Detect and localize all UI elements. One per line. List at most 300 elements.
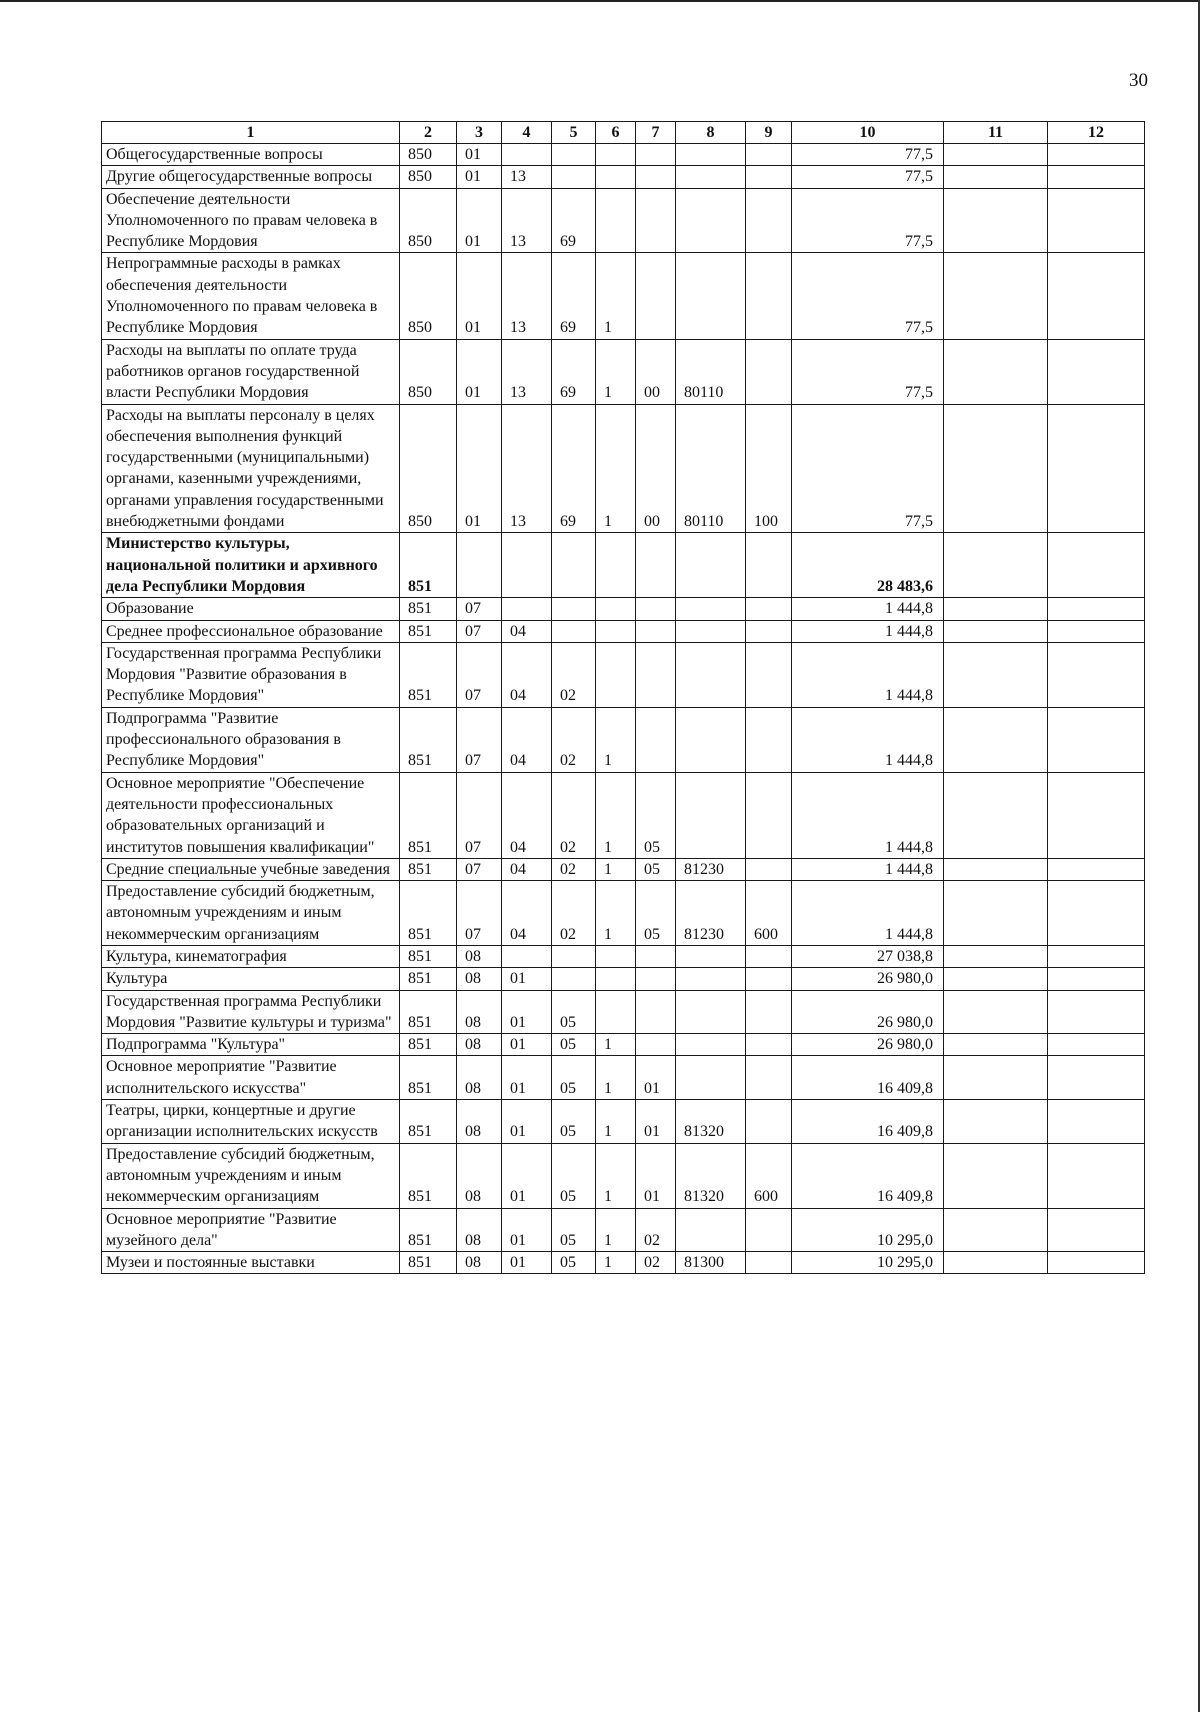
code-cell-9 (746, 1252, 792, 1274)
empty-cell-12 (1048, 772, 1145, 858)
table-row (102, 339, 1145, 404)
code-cell-5 (552, 945, 596, 967)
code-cell-8: 80110 (676, 404, 746, 533)
empty-cell-12 (1048, 144, 1145, 166)
amount-cell: 10 295,0 (792, 1208, 944, 1252)
code-cell-4: 01 (502, 968, 552, 990)
empty-cell-11 (944, 253, 1048, 339)
code-cell-7 (636, 707, 676, 772)
name-cell: Расходы на выплаты по оплате труда работников органов государственной власти Республики Мордовия (102, 339, 400, 404)
code-cell-3: 08 (457, 1100, 502, 1144)
header-cell: 11 (944, 122, 1048, 144)
code-cell-3: 07 (457, 772, 502, 858)
code-cell-6: 1 (596, 1252, 636, 1274)
name-cell: Расходы на выплаты персоналу в целях обеспечения выполнения функций государственными (муниципальными) органами, казенными учреждениями, органами управления государственными внебюджетными фондами (102, 404, 400, 533)
code-cell-2: 851 (400, 968, 457, 990)
code-cell-3: 01 (457, 144, 502, 166)
header-cell: 4 (502, 122, 552, 144)
code-cell-5: 69 (552, 188, 596, 253)
table-row (102, 1208, 1145, 1252)
empty-cell-11 (944, 1034, 1048, 1056)
code-cell-9 (746, 533, 792, 598)
top-border-line (0, 0, 1200, 2)
code-cell-7: 02 (636, 1208, 676, 1252)
name-cell: Музеи и постоянные выставки (102, 1252, 400, 1274)
header-row (102, 122, 1145, 144)
empty-cell-11 (944, 968, 1048, 990)
code-cell-9: 600 (746, 1143, 792, 1208)
empty-cell-12 (1048, 533, 1145, 598)
code-cell-8 (676, 1034, 746, 1056)
code-cell-9 (746, 968, 792, 990)
code-cell-4 (502, 598, 552, 620)
empty-cell-11 (944, 945, 1048, 967)
header-cell: 1 (102, 122, 400, 144)
empty-cell-11 (944, 598, 1048, 620)
empty-cell-12 (1048, 1252, 1145, 1274)
code-cell-2: 850 (400, 253, 457, 339)
code-cell-3: 08 (457, 1252, 502, 1274)
code-cell-2: 851 (400, 1034, 457, 1056)
code-cell-9 (746, 1208, 792, 1252)
code-cell-7 (636, 166, 676, 188)
code-cell-5: 69 (552, 404, 596, 533)
empty-cell-11 (944, 144, 1048, 166)
amount-cell: 1 444,8 (792, 707, 944, 772)
name-cell: Общегосударственные вопросы (102, 144, 400, 166)
code-cell-2: 851 (400, 858, 457, 880)
empty-cell-12 (1048, 598, 1145, 620)
code-cell-6 (596, 188, 636, 253)
empty-cell-11 (944, 1208, 1048, 1252)
code-cell-5 (552, 620, 596, 642)
code-cell-9 (746, 990, 792, 1034)
code-cell-8 (676, 772, 746, 858)
table-row (102, 772, 1145, 858)
empty-cell-11 (944, 533, 1048, 598)
code-cell-3: 07 (457, 620, 502, 642)
amount-cell: 16 409,8 (792, 1100, 944, 1144)
code-cell-8 (676, 166, 746, 188)
code-cell-3: 08 (457, 1034, 502, 1056)
code-cell-7: 02 (636, 1252, 676, 1274)
empty-cell-11 (944, 642, 1048, 707)
code-cell-9: 100 (746, 404, 792, 533)
code-cell-8: 81230 (676, 881, 746, 946)
code-cell-3: 07 (457, 707, 502, 772)
empty-cell-11 (944, 772, 1048, 858)
name-cell: Министерство культуры, национальной политики и архивного дела Республики Мордовия (102, 533, 400, 598)
code-cell-4 (502, 144, 552, 166)
code-cell-3: 08 (457, 945, 502, 967)
amount-cell: 16 409,8 (792, 1143, 944, 1208)
code-cell-8: 80110 (676, 339, 746, 404)
code-cell-3: 01 (457, 404, 502, 533)
code-cell-3: 07 (457, 598, 502, 620)
code-cell-4: 13 (502, 166, 552, 188)
table-row (102, 1252, 1145, 1274)
code-cell-4: 13 (502, 253, 552, 339)
table-row (102, 990, 1145, 1034)
code-cell-8 (676, 1208, 746, 1252)
code-cell-4: 01 (502, 1143, 552, 1208)
code-cell-5: 02 (552, 707, 596, 772)
empty-cell-12 (1048, 707, 1145, 772)
code-cell-9 (746, 144, 792, 166)
code-cell-6 (596, 620, 636, 642)
code-cell-7: 05 (636, 772, 676, 858)
name-cell: Предоставление субсидий бюджетным, автономным учреждениям и иным некоммерческим организациям (102, 881, 400, 946)
code-cell-5 (552, 166, 596, 188)
empty-cell-11 (944, 404, 1048, 533)
code-cell-7 (636, 188, 676, 253)
amount-cell: 77,5 (792, 339, 944, 404)
code-cell-8 (676, 642, 746, 707)
code-cell-2: 851 (400, 642, 457, 707)
code-cell-8 (676, 533, 746, 598)
code-cell-4: 01 (502, 1252, 552, 1274)
code-cell-8 (676, 253, 746, 339)
code-cell-2: 850 (400, 339, 457, 404)
code-cell-2: 851 (400, 598, 457, 620)
code-cell-3: 01 (457, 166, 502, 188)
code-cell-4 (502, 533, 552, 598)
code-cell-8: 81320 (676, 1143, 746, 1208)
code-cell-2: 851 (400, 1143, 457, 1208)
code-cell-7 (636, 533, 676, 598)
empty-cell-12 (1048, 1034, 1145, 1056)
code-cell-2: 851 (400, 1100, 457, 1144)
name-cell: Среднее профессиональное образование (102, 620, 400, 642)
code-cell-5: 05 (552, 1252, 596, 1274)
code-cell-5: 05 (552, 1100, 596, 1144)
table-row (102, 166, 1145, 188)
code-cell-5: 02 (552, 881, 596, 946)
code-cell-6: 1 (596, 404, 636, 533)
code-cell-4: 13 (502, 404, 552, 533)
table-row (102, 881, 1145, 946)
empty-cell-11 (944, 1252, 1048, 1274)
code-cell-5: 02 (552, 642, 596, 707)
code-cell-6 (596, 642, 636, 707)
empty-cell-11 (944, 990, 1048, 1034)
code-cell-9 (746, 253, 792, 339)
empty-cell-11 (944, 858, 1048, 880)
empty-cell-12 (1048, 166, 1145, 188)
code-cell-8 (676, 990, 746, 1034)
header-cell: 6 (596, 122, 636, 144)
amount-cell: 26 980,0 (792, 990, 944, 1034)
table-row (102, 642, 1145, 707)
amount-cell: 1 444,8 (792, 858, 944, 880)
name-cell: Образование (102, 598, 400, 620)
code-cell-2: 851 (400, 1056, 457, 1100)
code-cell-4: 04 (502, 620, 552, 642)
table-row (102, 1034, 1145, 1056)
name-cell: Основное мероприятие "Развитие исполнительского искусства" (102, 1056, 400, 1100)
code-cell-4: 04 (502, 881, 552, 946)
code-cell-8 (676, 598, 746, 620)
empty-cell-12 (1048, 339, 1145, 404)
code-cell-2: 851 (400, 945, 457, 967)
name-cell: Непрограммные расходы в рамках обеспечения деятельности Уполномоченного по правам человека в Республике Мордовия (102, 253, 400, 339)
empty-cell-12 (1048, 990, 1145, 1034)
code-cell-7 (636, 253, 676, 339)
code-cell-9: 600 (746, 881, 792, 946)
code-cell-9 (746, 1100, 792, 1144)
name-cell: Культура, кинематография (102, 945, 400, 967)
code-cell-6: 1 (596, 339, 636, 404)
amount-cell: 28 483,6 (792, 533, 944, 598)
code-cell-2: 851 (400, 772, 457, 858)
code-cell-6: 1 (596, 1056, 636, 1100)
code-cell-5 (552, 968, 596, 990)
code-cell-2: 851 (400, 1252, 457, 1274)
empty-cell-12 (1048, 881, 1145, 946)
code-cell-9 (746, 598, 792, 620)
table-row (102, 144, 1145, 166)
name-cell: Предоставление субсидий бюджетным, автономным учреждениям и иным некоммерческим организациям (102, 1143, 400, 1208)
code-cell-3: 07 (457, 881, 502, 946)
code-cell-6: 1 (596, 881, 636, 946)
table-row (102, 598, 1145, 620)
code-cell-4: 04 (502, 642, 552, 707)
code-cell-6: 1 (596, 1034, 636, 1056)
code-cell-6: 1 (596, 1100, 636, 1144)
empty-cell-12 (1048, 1056, 1145, 1100)
header-cell: 9 (746, 122, 792, 144)
amount-cell: 77,5 (792, 144, 944, 166)
code-cell-9 (746, 858, 792, 880)
empty-cell-12 (1048, 253, 1145, 339)
amount-cell: 1 444,8 (792, 620, 944, 642)
name-cell: Культура (102, 968, 400, 990)
code-cell-3 (457, 533, 502, 598)
code-cell-6 (596, 945, 636, 967)
name-cell: Государственная программа Республики Мордовия "Развитие культуры и туризма" (102, 990, 400, 1034)
table-row (102, 707, 1145, 772)
code-cell-7: 01 (636, 1100, 676, 1144)
code-cell-3: 01 (457, 253, 502, 339)
code-cell-6: 1 (596, 772, 636, 858)
code-cell-6: 1 (596, 707, 636, 772)
amount-cell: 26 980,0 (792, 968, 944, 990)
name-cell: Театры, цирки, концертные и другие организации исполнительских искусств (102, 1100, 400, 1144)
code-cell-3: 08 (457, 968, 502, 990)
code-cell-8: 81300 (676, 1252, 746, 1274)
table-row (102, 620, 1145, 642)
code-cell-3: 08 (457, 1056, 502, 1100)
code-cell-2: 851 (400, 881, 457, 946)
amount-cell: 26 980,0 (792, 1034, 944, 1056)
empty-cell-12 (1048, 1143, 1145, 1208)
empty-cell-12 (1048, 1208, 1145, 1252)
amount-cell: 77,5 (792, 188, 944, 253)
code-cell-4: 04 (502, 707, 552, 772)
empty-cell-12 (1048, 968, 1145, 990)
code-cell-3: 08 (457, 1208, 502, 1252)
code-cell-6 (596, 144, 636, 166)
table-row (102, 253, 1145, 339)
code-cell-3: 07 (457, 642, 502, 707)
code-cell-5: 69 (552, 253, 596, 339)
code-cell-9 (746, 620, 792, 642)
code-cell-3: 07 (457, 858, 502, 880)
code-cell-7 (636, 144, 676, 166)
code-cell-6: 1 (596, 1208, 636, 1252)
empty-cell-12 (1048, 620, 1145, 642)
code-cell-6 (596, 598, 636, 620)
table-row (102, 1143, 1145, 1208)
code-cell-9 (746, 166, 792, 188)
amount-cell: 1 444,8 (792, 598, 944, 620)
name-cell: Подпрограмма "Развитие профессионального образования в Республике Мордовия" (102, 707, 400, 772)
code-cell-5 (552, 598, 596, 620)
code-cell-6: 1 (596, 1143, 636, 1208)
name-cell: Основное мероприятие "Обеспечение деятельности профессиональных образовательных организаций и институтов повышения квалификации" (102, 772, 400, 858)
code-cell-8: 81320 (676, 1100, 746, 1144)
header-cell: 10 (792, 122, 944, 144)
empty-cell-11 (944, 707, 1048, 772)
code-cell-7: 00 (636, 404, 676, 533)
name-cell: Основное мероприятие "Развитие музейного дела" (102, 1208, 400, 1252)
code-cell-9 (746, 188, 792, 253)
amount-cell: 77,5 (792, 404, 944, 533)
table-row (102, 1056, 1145, 1100)
code-cell-7: 01 (636, 1143, 676, 1208)
page-number: 30 (1129, 70, 1148, 91)
code-cell-4: 01 (502, 990, 552, 1034)
code-cell-8 (676, 707, 746, 772)
header-cell: 8 (676, 122, 746, 144)
code-cell-4: 04 (502, 858, 552, 880)
header-cell: 5 (552, 122, 596, 144)
code-cell-2: 851 (400, 533, 457, 598)
code-cell-7 (636, 1034, 676, 1056)
code-cell-6 (596, 990, 636, 1034)
code-cell-5 (552, 144, 596, 166)
code-cell-7: 00 (636, 339, 676, 404)
code-cell-5: 05 (552, 1056, 596, 1100)
code-cell-8: 81230 (676, 858, 746, 880)
table-row (102, 533, 1145, 598)
table-row (102, 968, 1145, 990)
code-cell-9 (746, 1056, 792, 1100)
budget-table (101, 121, 1145, 1274)
code-cell-7 (636, 642, 676, 707)
table-row (102, 945, 1145, 967)
code-cell-3: 01 (457, 188, 502, 253)
header-cell: 12 (1048, 122, 1145, 144)
amount-cell: 10 295,0 (792, 1252, 944, 1274)
code-cell-6 (596, 968, 636, 990)
header-cell: 2 (400, 122, 457, 144)
code-cell-3: 08 (457, 990, 502, 1034)
code-cell-8 (676, 620, 746, 642)
header-cell: 3 (457, 122, 502, 144)
code-cell-9 (746, 707, 792, 772)
code-cell-4 (502, 945, 552, 967)
amount-cell: 1 444,8 (792, 772, 944, 858)
empty-cell-12 (1048, 1100, 1145, 1144)
code-cell-4: 01 (502, 1208, 552, 1252)
code-cell-2: 850 (400, 144, 457, 166)
code-cell-2: 850 (400, 404, 457, 533)
name-cell: Обеспечение деятельности Уполномоченного по правам человека в Республике Мордовия (102, 188, 400, 253)
empty-cell-11 (944, 620, 1048, 642)
name-cell: Подпрограмма "Культура" (102, 1034, 400, 1056)
amount-cell: 27 038,8 (792, 945, 944, 967)
code-cell-4: 01 (502, 1034, 552, 1056)
code-cell-3: 01 (457, 339, 502, 404)
code-cell-5: 05 (552, 1208, 596, 1252)
code-cell-5: 05 (552, 990, 596, 1034)
empty-cell-11 (944, 339, 1048, 404)
empty-cell-11 (944, 881, 1048, 946)
amount-cell: 1 444,8 (792, 881, 944, 946)
empty-cell-11 (944, 166, 1048, 188)
code-cell-7: 01 (636, 1056, 676, 1100)
code-cell-2: 851 (400, 1208, 457, 1252)
empty-cell-11 (944, 1143, 1048, 1208)
name-cell: Другие общегосударственные вопросы (102, 166, 400, 188)
empty-cell-12 (1048, 642, 1145, 707)
empty-cell-11 (944, 188, 1048, 253)
code-cell-5: 02 (552, 772, 596, 858)
code-cell-6 (596, 166, 636, 188)
code-cell-2: 851 (400, 707, 457, 772)
code-cell-8 (676, 1056, 746, 1100)
code-cell-5: 69 (552, 339, 596, 404)
code-cell-6 (596, 533, 636, 598)
code-cell-4: 13 (502, 339, 552, 404)
code-cell-5 (552, 533, 596, 598)
code-cell-6: 1 (596, 858, 636, 880)
table-row (102, 188, 1145, 253)
amount-cell: 1 444,8 (792, 642, 944, 707)
code-cell-4: 01 (502, 1100, 552, 1144)
code-cell-7: 05 (636, 858, 676, 880)
code-cell-5: 05 (552, 1143, 596, 1208)
code-cell-2: 850 (400, 166, 457, 188)
empty-cell-12 (1048, 404, 1145, 533)
empty-cell-12 (1048, 858, 1145, 880)
amount-cell: 16 409,8 (792, 1056, 944, 1100)
empty-cell-12 (1048, 188, 1145, 253)
code-cell-7 (636, 968, 676, 990)
code-cell-2: 851 (400, 620, 457, 642)
code-cell-3: 08 (457, 1143, 502, 1208)
code-cell-5: 05 (552, 1034, 596, 1056)
amount-cell: 77,5 (792, 253, 944, 339)
code-cell-8 (676, 968, 746, 990)
amount-cell: 77,5 (792, 166, 944, 188)
name-cell: Средние специальные учебные заведения (102, 858, 400, 880)
code-cell-8 (676, 945, 746, 967)
code-cell-7: 05 (636, 881, 676, 946)
code-cell-9 (746, 945, 792, 967)
table-row (102, 858, 1145, 880)
code-cell-7 (636, 598, 676, 620)
empty-cell-11 (944, 1056, 1048, 1100)
header-cell: 7 (636, 122, 676, 144)
code-cell-7 (636, 620, 676, 642)
code-cell-7 (636, 990, 676, 1034)
empty-cell-11 (944, 1100, 1048, 1144)
code-cell-4: 04 (502, 772, 552, 858)
code-cell-9 (746, 1034, 792, 1056)
code-cell-9 (746, 772, 792, 858)
